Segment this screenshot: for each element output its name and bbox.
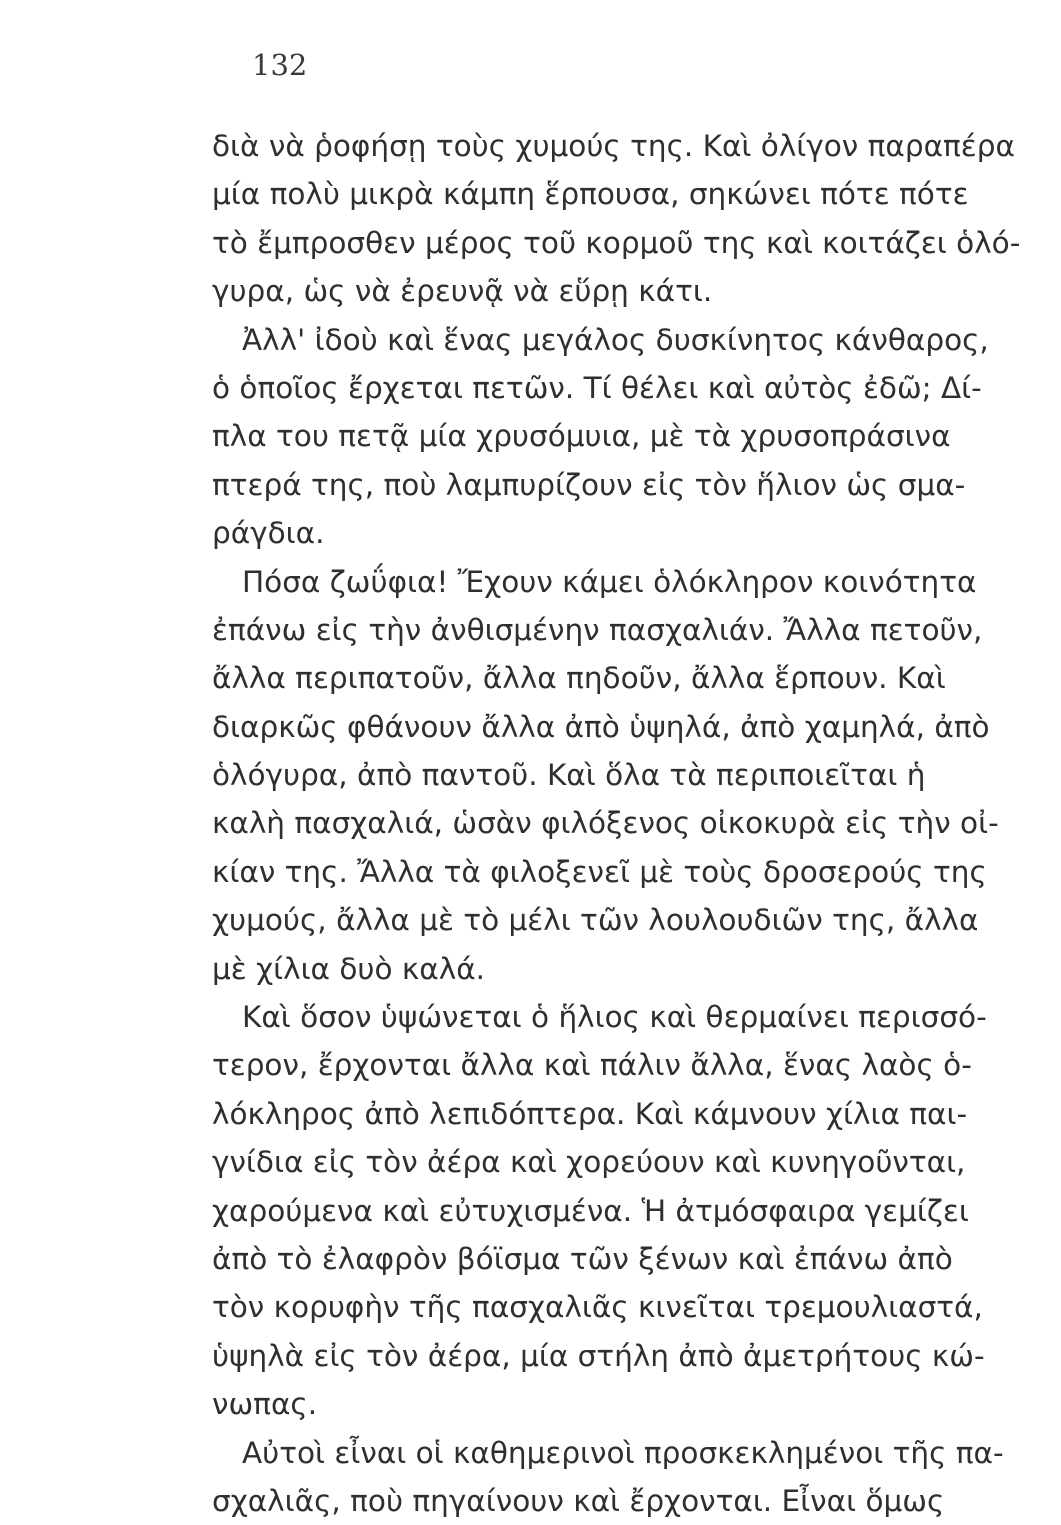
text-line: ἀπὸ τὸ ἐλαφρὸν βόϊσμα τῶν ξένων καὶ ἐπάνω ἀπὸ [212, 1241, 953, 1276]
text-line: Καὶ ὅσον ὑψώνεται ὁ ἥλιος καὶ θερμαίνει περισσό- [242, 1000, 987, 1035]
text-line: χυμούς, ἄλλα μὲ τὸ μέλι τῶν λουλουδιῶν της, ἄλλα [212, 903, 979, 938]
text-line: τὸ ἔμπροσθεν μέρος τοῦ κορμοῦ της καὶ κοιτάζει ὁλό- [212, 225, 1021, 260]
text-line: ἐπάνω εἰς τὴν ἀνθισμένην πασχαλιάν. Ἄλλα πετοῦν, [212, 612, 983, 647]
page-number: 132 [252, 48, 308, 82]
text-line: Αὐτοὶ εἶναι οἱ καθημερινοὶ προσκεκλημένοι τῆς πα- [242, 1435, 1004, 1470]
text-line: χαρούμενα καὶ εὐτυχισμένα. Ἡ ἀτμόσφαιρα γεμίζει [212, 1193, 969, 1228]
text-line: διαρκῶς φθάνουν ἄλλα ἀπὸ ὑψηλά, ἀπὸ χαμηλά, ἀπὸ [212, 709, 990, 744]
text-line: ράγδια. [212, 516, 325, 551]
text-line: μὲ χίλια δυὸ καλά. [212, 951, 486, 986]
text-line: ὑψηλὰ εἰς τὸν ἀέρα, μία στήλη ἀπὸ ἀμετρήτους κώ- [212, 1338, 985, 1373]
text-line: ὁ ὁποῖος ἔρχεται πετῶν. Τί θέλει καὶ αὐτὸς ἐδῶ; Δί- [212, 370, 982, 405]
text-line: γυρα, ὡς νὰ ἐρευνᾷ νὰ εὕρῃ κάτι. [212, 274, 713, 309]
text-line: λόκληρος ἀπὸ λεπιδόπτερα. Καὶ κάμνουν χίλια παι- [212, 1096, 968, 1131]
text-line: κίαν της. Ἄλλα τὰ φιλοξενεῖ μὲ τοὺς δροσερούς της [212, 854, 987, 889]
text-line: ἄλλα περιπατοῦν, ἄλλα πηδοῦν, ἄλλα ἕρπουν. Καὶ [212, 661, 946, 696]
text-line: νωπας. [212, 1387, 318, 1422]
text-line: πτερά της, ποὺ λαμπυρίζουν εἰς τὸν ἥλιον ὡς σμα- [212, 467, 966, 502]
text-line: σχαλιᾶς, ποὺ πηγαίνουν καὶ ἔρχονται. Εἶναι ὅμως [212, 1483, 945, 1518]
text-line: διὰ νὰ ῥοφήσῃ τοὺς χυμούς της. Καὶ ὀλίγον παραπέρα [212, 129, 1015, 163]
text-line: Ἀλλ' ἰδοὺ καὶ ἕνας μεγάλος δυσκίνητος κάνθαρος, [242, 322, 989, 357]
text-line: Πόσα ζωΰφια! Ἔχουν κάμει ὁλόκληρον κοινότητα [242, 564, 977, 599]
body-text [212, 122, 1022, 1525]
text-line: πλα του πετᾷ μία χρυσόμυια, μὲ τὰ χρυσοπράσινα [212, 419, 951, 454]
text-line: τὸν κορυφὴν τῆς πασχαλιᾶς κινεῖται τρεμουλιαστά, [212, 1290, 983, 1325]
text-line: τερον, ἔρχονται ἄλλα καὶ πάλιν ἄλλα, ἕνας λαὸς ὁ- [212, 1048, 972, 1083]
text-line: μία πολὺ μικρὰ κάμπη ἕρπουσα, σηκώνει πότε πότε [212, 177, 969, 212]
text-line: γνίδια εἰς τὸν ἀέρα καὶ χορεύουν καὶ κυνηγοῦνται, [212, 1145, 966, 1180]
text-line: ὁλόγυρα, ἀπὸ παντοῦ. Καὶ ὅλα τὰ περιποιεῖται ἡ [212, 758, 926, 793]
text-line: καλὴ πασχαλιά, ὡσὰν φιλόξενος οἰκοκυρὰ εἰς τὴν οἰ- [212, 806, 999, 841]
